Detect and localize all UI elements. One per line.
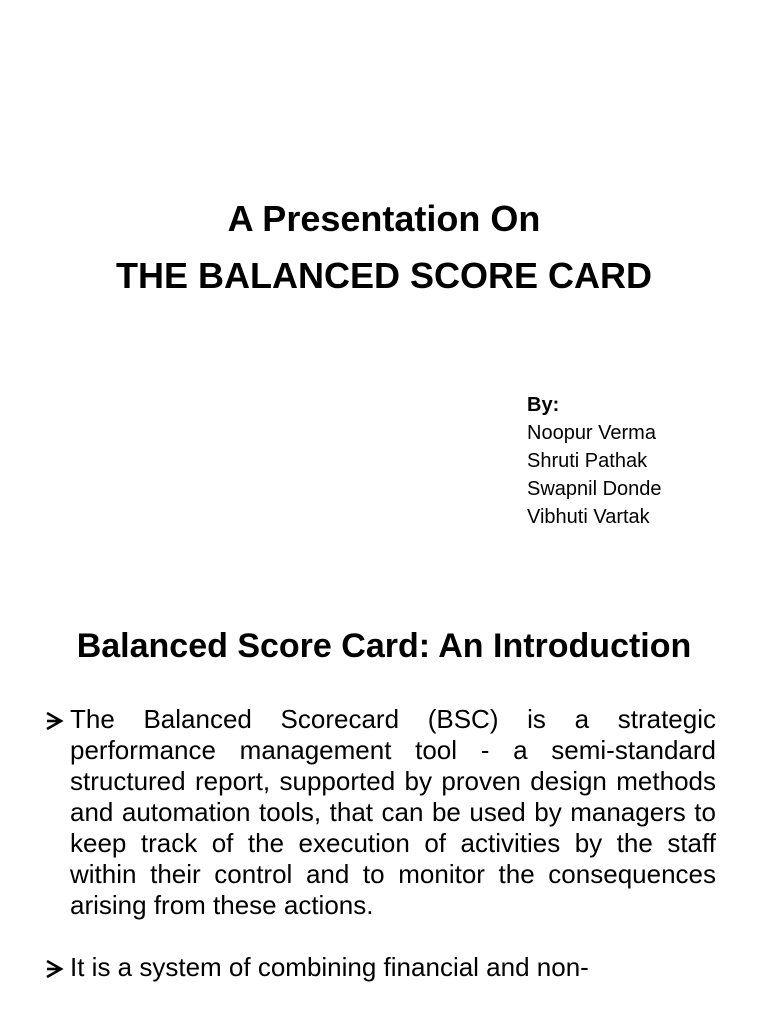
bullet-text: The Balanced Scorecard (BSC) is a strategic performance management tool - a semi-standard structured report, supported by proven design methods and automation tools, that can be used by managers to keep track of the execution of activities by the staff within their control and to monitor the consequences arising from these actions. [70,704,716,920]
presentation-title [0,190,768,304]
authors-block [527,391,662,531]
author-name: Noopur Verma [527,422,656,444]
arrow-bullet-icon [44,704,66,735]
bullet-item [44,952,716,983]
author-name: Shruti Pathak [527,450,648,472]
author-name: Swapnil Donde [527,478,662,500]
title-line-2: THE BALANCED SCORE CARD [115,255,652,296]
intro-slide [0,576,768,1024]
slide-title: Balanced Score Card: An Introduction [76,627,692,665]
bullet-item [44,704,716,921]
by-label: By: [527,394,560,416]
title-line-1: A Presentation On [227,198,541,239]
bullet-text: It is a system of combining financial and non- [70,952,589,982]
bullet-list [44,704,716,1014]
arrow-bullet-icon [44,952,66,983]
author-name: Vibhuti Vartak [527,506,650,528]
